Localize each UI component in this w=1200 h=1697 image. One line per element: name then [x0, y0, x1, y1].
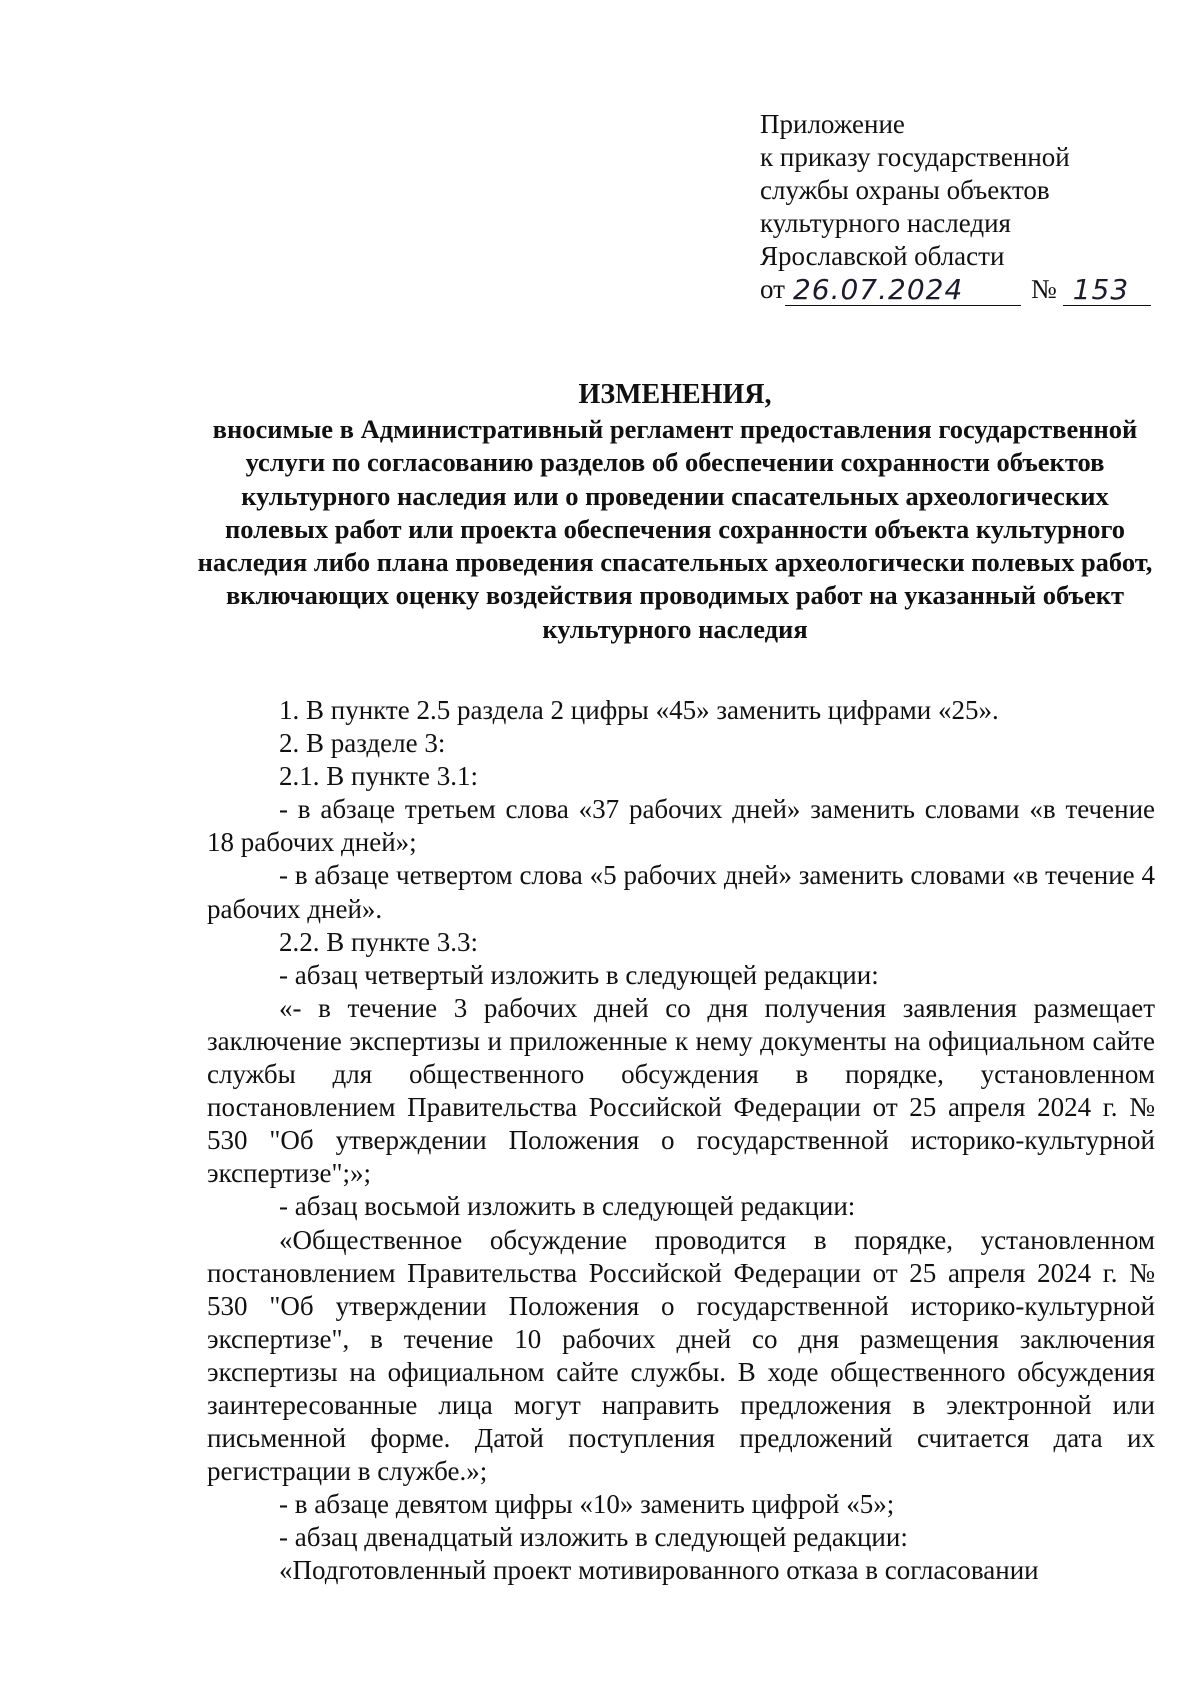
number-sign: №	[1030, 274, 1057, 304]
document-title: ИЗМЕНЕНИЯ,	[578, 379, 772, 410]
body-paragraph: - в абзаце девятом цифры «10» заменить цифрой «5»;	[279, 1489, 895, 1520]
body-paragraph: 2.1. В пункте 3.1:	[279, 761, 478, 792]
body-paragraph: - абзац восьмой изложить в следующей редакции:	[279, 1191, 856, 1222]
order-date-number-row	[760, 273, 1180, 306]
document-title-block	[195, 377, 1155, 646]
appendix-line: культурного наследия	[760, 208, 1011, 238]
body-paragraph: - в абзаце четвертом слова «5 рабочих дней» заменить словами «в течение 4 рабочих дней».	[207, 860, 1155, 924]
body-paragraph: 2.2. В пункте 3.3:	[279, 926, 478, 957]
appendix-line: службы охраны объектов	[760, 175, 1050, 205]
body-paragraph: «Подготовленный проект мотивированного отказа в согласовании	[279, 1555, 1039, 1586]
document-subtitle: вносимые в Административный регламент предоставления государственной услуги по согласованию разделов об обеспечении сохранности объектов культурного наследия или о проведении спасательных археологических полевых работ или проекта обеспечения сохранности объекта культурного наследия либо плана проведения спасательных археологически полевых работ, включающих оценку воздействия проводимых работ на указанный объект культурного наследия	[197, 414, 1153, 644]
body-paragraph: - абзац четвертый изложить в следующей редакции:	[279, 959, 879, 990]
body-paragraph: 1. В пункте 2.5 раздела 2 цифры «45» заменить цифрами «25».	[279, 695, 999, 725]
document-body	[207, 694, 1155, 1588]
date-prefix: от	[760, 274, 785, 304]
body-paragraph: 2. В разделе 3:	[279, 728, 446, 759]
appendix-line: к приказу государственной	[760, 142, 1070, 172]
body-paragraph: - в абзаце третьем слова «37 рабочих дней» заменить словами «в течение 18 рабочих дней»;	[207, 794, 1155, 858]
body-paragraph: «- в течение 3 рабочих дней со дня получения заявления размещает заключение экспертизы и приложенные к нему документы на официальном сайте службы для общественного обсуждения в порядке, установленном постановлением Правительства Российской Федерации от 25 апреля 2024 г. № 530 "Об утверждении Положения о государственной историко-культурной экспертизе";»;	[207, 992, 1155, 1189]
body-paragraph: «Общественное обсуждение проводится в порядке, установленном постановлением Правительства Российской Федерации от 25 апреля 2024 г. № 530 "Об утверждении Положения о государственной историко-культурной экспертизе", в течение 10 рабочих дней со дня размещения заключения экспертизы на официальном сайте службы. В ходе общественного обсуждения заинтересованные лица могут направить предложения в электронной или письменной форме. Датой поступления предложений считается дата их регистрации в службе.»;	[207, 1224, 1155, 1487]
handwritten-order-number: 153	[1063, 275, 1151, 306]
body-paragraph: - абзац двенадцатый изложить в следующей редакции:	[279, 1522, 908, 1553]
appendix-line: Ярославской области	[760, 241, 1005, 271]
appendix-header	[760, 108, 1180, 306]
appendix-line: Приложение	[760, 109, 905, 139]
handwritten-date: 26.07.2024	[785, 275, 1021, 306]
